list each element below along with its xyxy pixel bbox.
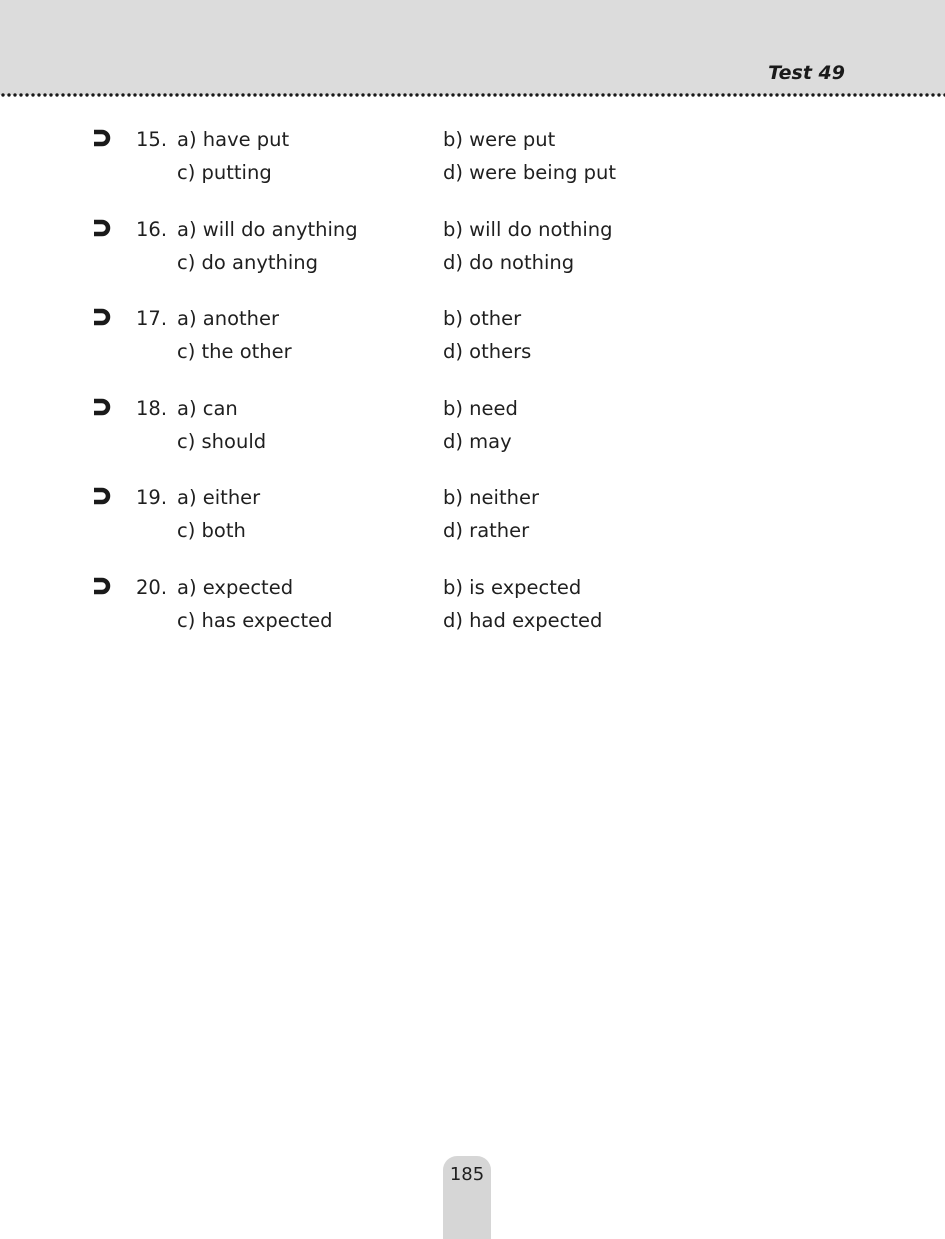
arrow-right-icon	[91, 218, 113, 238]
option-a: a) can	[177, 396, 238, 420]
question-list	[0, 126, 945, 663]
option-a: a) another	[177, 307, 280, 330]
page-title: Test 49	[768, 62, 845, 84]
option-b: b) need	[443, 396, 518, 420]
option-a: a) either	[177, 486, 261, 509]
option-b: b) will do nothing	[443, 217, 613, 241]
option-a: a) will do anything	[177, 217, 358, 241]
option-c: c) has expected	[177, 608, 333, 632]
option-c: c) do anything	[177, 250, 319, 274]
question-18	[0, 395, 945, 485]
question-number: 18.	[136, 396, 168, 420]
option-c: c) both	[177, 519, 246, 542]
option-d: d) do nothing	[443, 250, 575, 274]
question-17	[0, 305, 945, 395]
option-d: d) had expected	[443, 608, 603, 632]
option-d: d) rather	[443, 519, 530, 542]
arrow-right-icon	[91, 307, 113, 327]
option-c: c) putting	[177, 161, 272, 184]
question-number: 19.	[136, 486, 168, 509]
arrow-right-icon	[91, 397, 113, 417]
question-20	[0, 574, 945, 664]
question-15	[0, 126, 945, 216]
option-b: b) were put	[443, 128, 556, 151]
question-number: 15.	[136, 128, 168, 151]
option-a: a) expected	[177, 575, 294, 599]
option-b: b) neither	[443, 486, 539, 509]
header-band	[0, 0, 945, 95]
question-number: 16.	[136, 217, 168, 241]
dotted-divider	[0, 92, 945, 98]
option-b: b) is expected	[443, 575, 582, 599]
question-number: 20.	[136, 575, 168, 599]
arrow-right-icon	[91, 486, 113, 506]
question-19	[0, 484, 945, 574]
page-number-tab	[443, 1156, 491, 1239]
arrow-right-icon	[91, 576, 113, 596]
page-number: 185	[449, 1164, 485, 1185]
option-d: d) others	[443, 340, 532, 363]
question-number: 17.	[136, 307, 168, 330]
option-d: d) may	[443, 429, 512, 453]
question-16	[0, 216, 945, 306]
option-a: a) have put	[177, 128, 290, 151]
option-b: b) other	[443, 307, 522, 330]
option-d: d) were being put	[443, 161, 617, 184]
arrow-right-icon	[91, 128, 113, 148]
option-c: c) the other	[177, 340, 292, 363]
option-c: c) should	[177, 429, 267, 453]
